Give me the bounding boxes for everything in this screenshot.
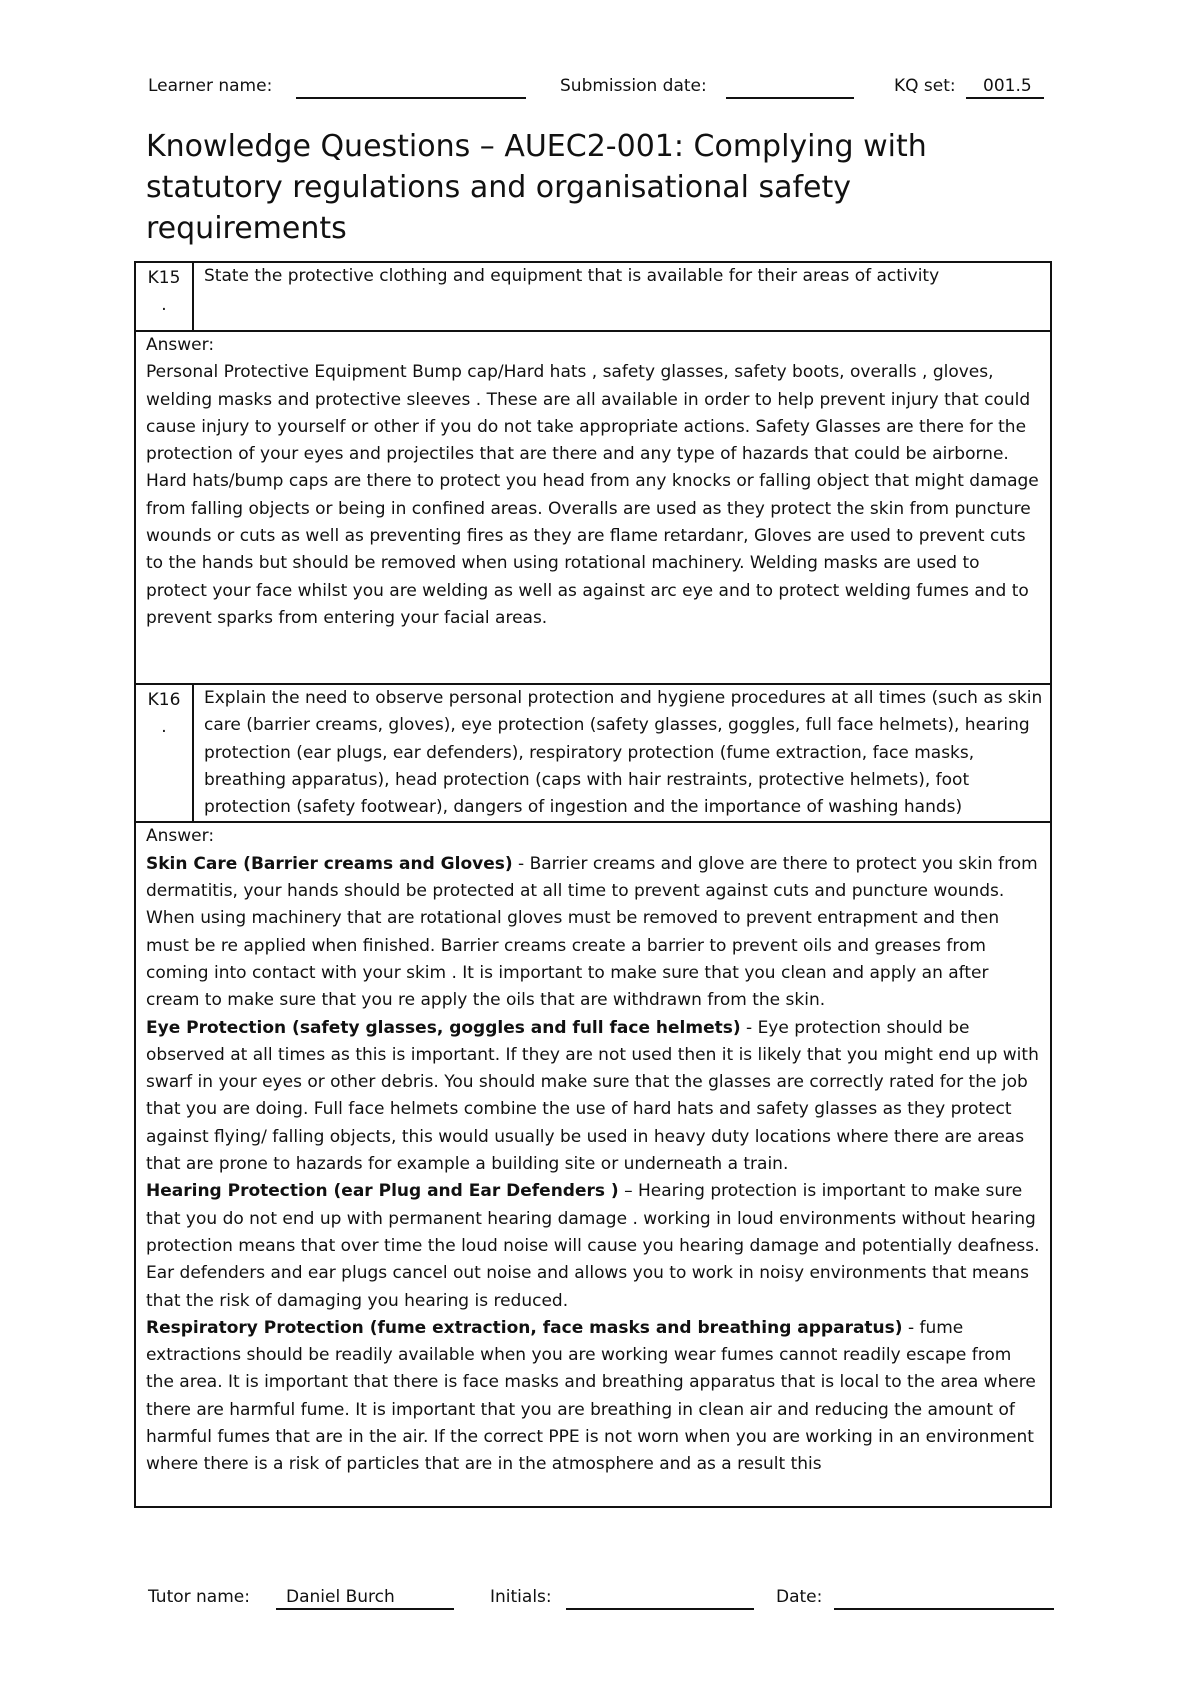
page-title: Knowledge Questions – AUEC2-001: Complying with statutory regulations and organisational safety requirements [146, 129, 927, 246]
submission-date-label: Submission date: [560, 76, 707, 96]
answer-text: Personal Protective Equipment Bump cap/Hard hats , safety glasses, safety boots, overalls , gloves, welding masks and protective sleeves . These are all available in order to help prevent injury that could cause injury to yourself or other if you do not take appropriate actions. Safety Glasses are there for the protection of your eyes and projectiles that are there and any type of hazards that could be airborne. Hard hats/bump caps are there to protect you head from any knocks or falling object that might damage from falling objects or being in confined areas. Overalls are used as they protect the skin from puncture wounds or cuts as well as preventing fires as they are flame retardanr, Gloves are used to prevent cuts to the hands but should be removed when using rotational machinery. Welding masks are used to protect your face whilst you are welding as well as against arc eye and to protect welding fumes and to prevent sparks from entering your facial areas. [146, 362, 1039, 628]
kq-set-label: KQ set: [894, 76, 956, 96]
answer-row-k15 [135, 331, 1051, 684]
initials-label: Initials: [490, 1587, 552, 1607]
tutor-name-label: Tutor name: [148, 1587, 250, 1607]
question-number-cell [135, 684, 193, 822]
answer-section-eye-protection [146, 1015, 1044, 1179]
section-text: – Hearing protection is important to make sure that you do not end up with permanent hearing damage . working in loud environments without hearing protection means that over time the loud noise will cause you hearing damage and potentially deafness. Ear defenders and ear plugs cancel out noise and allows you to work in noisy environments that means that the risk of damaging you hearing is reduced. [146, 1181, 1040, 1311]
question-text: State the protective clothing and equipment that is available for their areas of activity [193, 262, 1051, 331]
learner-name-label: Learner name: [148, 76, 273, 96]
kq-set-underline [966, 97, 1044, 99]
section-heading: Eye Protection (safety glasses, goggles and full face helmets) [146, 1017, 741, 1038]
answer-row-k16 [135, 822, 1051, 1507]
tutor-name-field[interactable] [276, 1608, 454, 1610]
question-text: Explain the need to observe personal protection and hygiene procedures at all times (such as skin care (barrier creams, gloves), eye protection (safety glasses, goggles, full face helmets), hearing protection (ear plugs, ear defenders), respiratory protection (fume extraction, face masks, breathing apparatus), head protection (caps with hair restraints, protective helmets), foot protection (safety footwear), dangers of ingestion and the importance of washing hands) [193, 684, 1051, 822]
question-row-k16 [135, 684, 1051, 822]
question-number-cell [135, 262, 193, 331]
date-field[interactable] [834, 1608, 1054, 1610]
section-text: - Barrier creams and glove are there to protect you skin from dermatitis, your hands should be protected at all time to prevent against cuts and puncture wounds. When using machinery that are rotational gloves must be removed to prevent entrapment and then must be re applied when finished. Barrier creams create a barrier to prevent oils and greases from coming into contact with your skim . It is important to make sure that you clean and apply an after cream to make sure that you re apply the oils that are withdrawn from the skin. [146, 853, 1038, 1011]
section-text: - Eye protection should be observed at all times as this is important. If they are not used then it is likely that you might end up with swarf in your eyes or other debris. You should make sure that the glasses are correctly rated for the job that you are doing. Full face helmets combine the use of hard hats and safety glasses as they protect against flying/ falling objects, this would usually be used in heavy duty locations where there are areas that are prone to hazards for example a building site or underneath a train. [146, 1017, 1039, 1175]
question-number-dot: . [161, 717, 167, 738]
answer-label: Answer: [146, 335, 215, 355]
question-number: K16 [147, 690, 181, 710]
answer-cell [135, 822, 1051, 1507]
answer-cell [135, 331, 1051, 684]
answer-label: Answer: [146, 826, 215, 847]
section-heading: Skin Care (Barrier creams and Gloves) [146, 853, 513, 874]
question-row-k15 [135, 262, 1051, 331]
section-text: - fume extractions should be readily available when you are working wear fumes cannot readily escape from the area. It is important that there is face masks and breathing apparatus that is local to the area where there are harmful fume. It is important that you are breathing in clean air and reducing the amount of harmful fumes that are in the air. If the correct PPE is not worn when you are working in an environment where there is a risk of particles that are in the atmosphere and as a result this [146, 1317, 1036, 1475]
questions-table [134, 261, 1052, 1508]
answer-section-skin-care [146, 851, 1044, 1015]
answer-section-hearing-protection [146, 1178, 1044, 1314]
section-heading: Hearing Protection (ear Plug and Ear Defenders ) [146, 1181, 619, 1202]
submission-date-field[interactable] [726, 97, 854, 99]
question-number-dot: . [161, 295, 167, 316]
initials-field[interactable] [566, 1608, 754, 1610]
kq-set-value: 001.5 [983, 76, 1032, 96]
learner-name-field[interactable] [296, 97, 526, 99]
date-label: Date: [776, 1587, 823, 1607]
tutor-name-value: Daniel Burch [286, 1587, 395, 1607]
section-heading: Respiratory Protection (fume extraction, face masks and breathing apparatus) [146, 1317, 903, 1338]
answer-section-respiratory-protection [146, 1315, 1044, 1479]
question-number: K15 [147, 268, 181, 288]
